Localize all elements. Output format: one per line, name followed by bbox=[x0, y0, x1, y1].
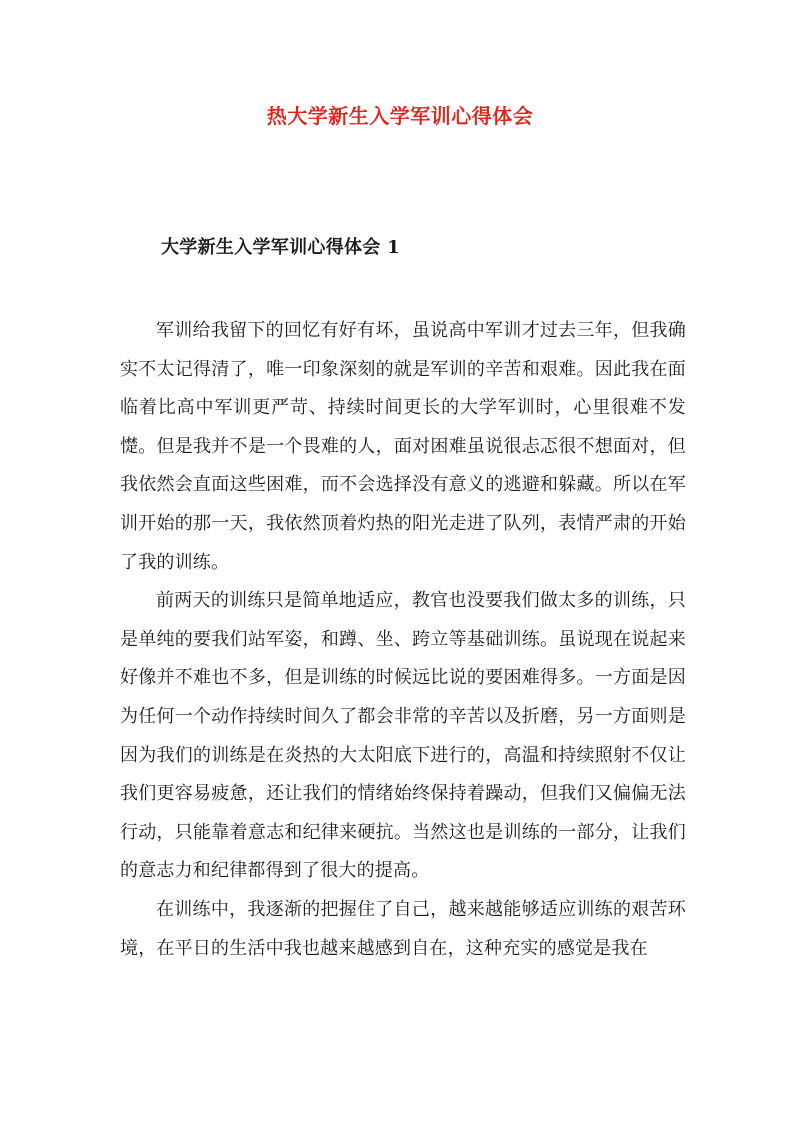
section-heading: 大学新生入学军训心得体会 1 bbox=[161, 237, 400, 258]
document-title: 热大学新生入学军训心得体会 bbox=[266, 104, 534, 128]
paragraph-3: 在训练中，我逐渐的把握住了自己，越来越能够适应训练的艰苦环境，在平日的生活中我也越来越感到自在，这种充实的感觉是我在 bbox=[120, 898, 686, 959]
document-body bbox=[120, 312, 686, 968]
paragraph-2: 前两天的训练只是简单地适应，教官也没要我们做太多的训练，只是单纯的要我们站军姿，和蹲、坐、跨立等基础训练。虽说现在说起来好像并不难也不多，但是训练的时候远比说的要困难得多。一方面是因为任何一个动作持续时间久了都会非常的辛苦以及折磨，另一方面则是因为我们的训练是在炎热的大太阳底下进行的，高温和持续照射不仅让我们更容易疲惫，还让我们的情绪始终保持着躁动，但我们又偏偏无法行动，只能靠着意志和纪律来硬抗。当然这也是训练的一部分，让我们的意志力和纪律都得到了很大的提高。 bbox=[120, 590, 686, 882]
paragraph-1: 军训给我留下的回忆有好有坏，虽说高中军训才过去三年，但我确实不太记得清了，唯一印象深刻的就是军训的辛苦和艰难。因此我在面临着比高中军训更严苛、持续时间更长的大学军训时，心里很难不发憷。但是我并不是一个畏难的人，面对困难虽说很忐忑很不想面对，但我依然会直面这些困难，而不会选择没有意义的逃避和躲藏。所以在军训开始的那一天，我依然顶着灼热的阳光走进了队列，表情严肃的开始了我的训练。 bbox=[120, 320, 686, 573]
